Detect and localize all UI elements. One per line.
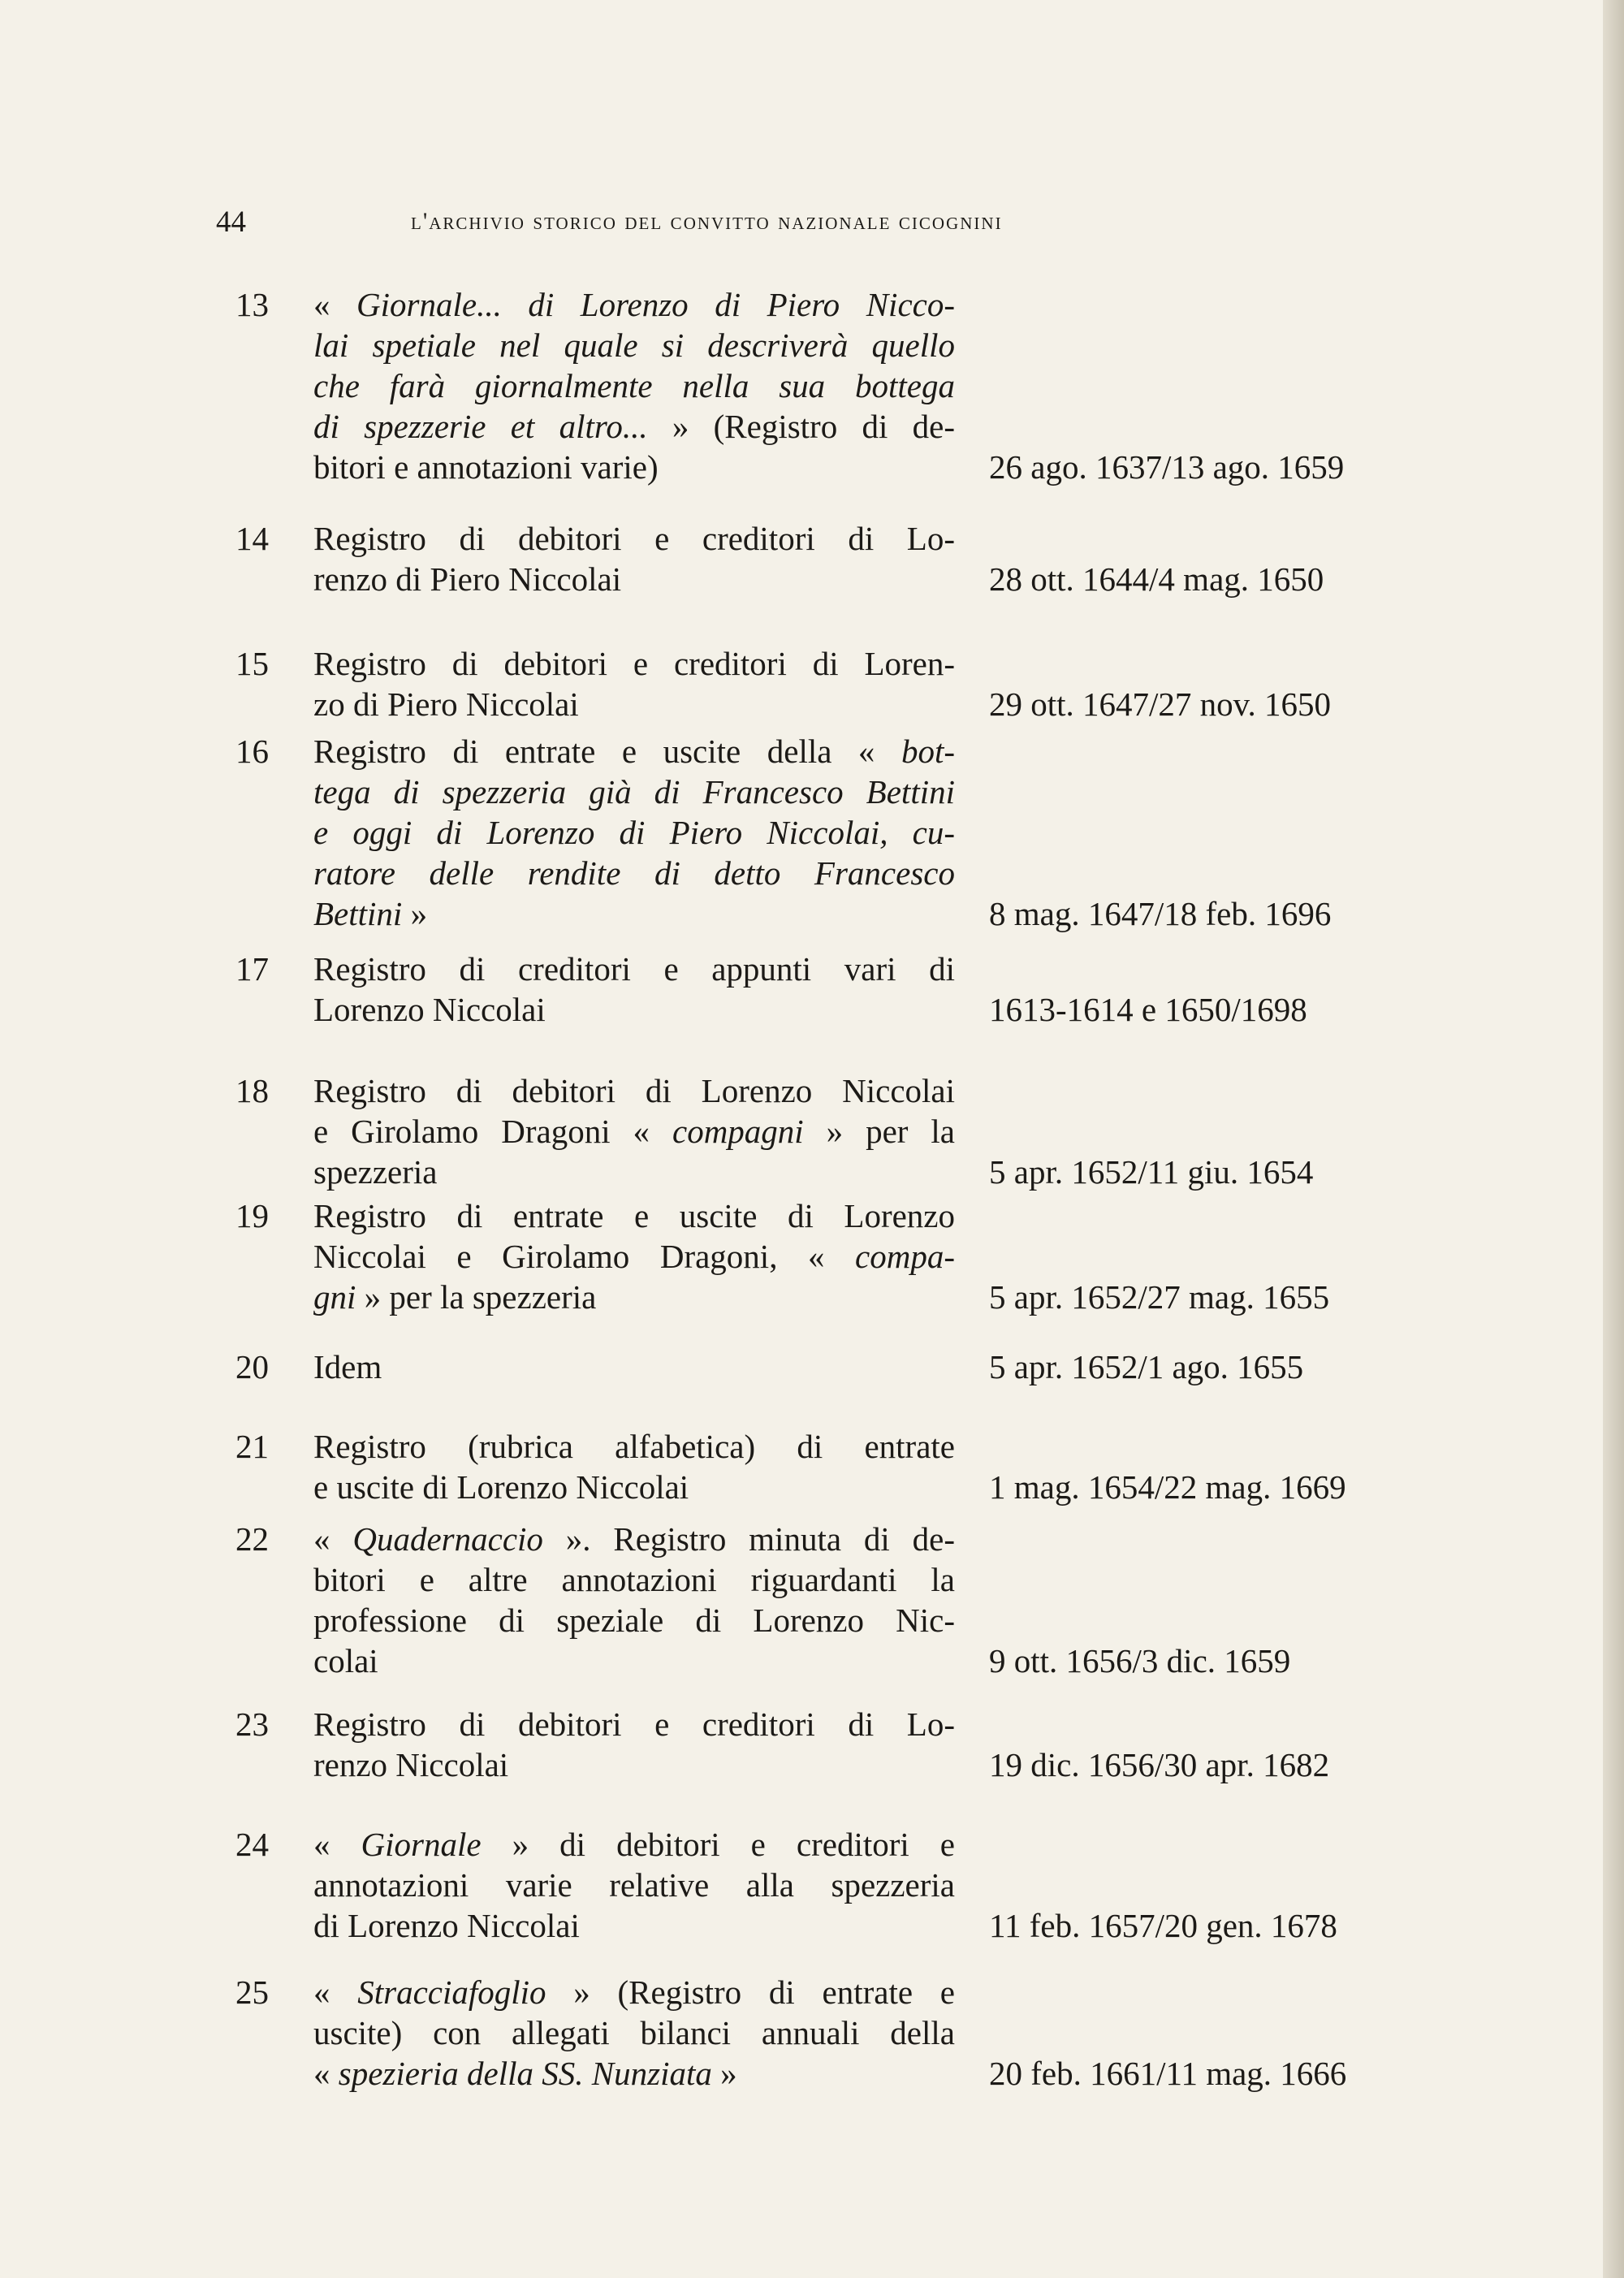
text: » di debitori e creditori e	[481, 1826, 956, 1863]
entry-description	[313, 949, 955, 1030]
italic-text: gni	[313, 1278, 356, 1316]
text: spezzeria	[313, 1153, 438, 1191]
text: annotazioni varie relative alla spezzeria	[313, 1866, 955, 1904]
entry-description-line	[313, 1195, 955, 1236]
entry-description-line	[313, 1865, 955, 1905]
entry-number: 13	[235, 286, 269, 323]
entry-description	[313, 1195, 955, 1317]
entry-description-line	[313, 1467, 955, 1507]
entry-description-line	[313, 949, 955, 989]
entry-date-range: 20 feb. 1661/11 mag. 1666	[989, 2055, 1347, 2092]
text: zo di Piero Niccolai	[313, 685, 579, 723]
text: di Lorenzo Niccolai	[313, 1907, 580, 1944]
page-header	[0, 205, 1624, 245]
entry-number: 14	[235, 520, 269, 557]
entry-date-range: 5 apr. 1652/27 mag. 1655	[989, 1278, 1330, 1316]
italic-text: Bettini	[313, 895, 403, 932]
entry-description	[313, 643, 955, 724]
running-title: l'archivio storico del convitto nazionale cicognini	[411, 208, 1003, 235]
text: » per la	[803, 1113, 955, 1150]
text: «	[313, 1520, 353, 1558]
entry-description	[313, 1426, 955, 1507]
italic-text: Stracciafoglio	[357, 1973, 546, 2011]
entry-description-line	[313, 2012, 955, 2053]
text: «	[313, 1973, 358, 2011]
text: »	[402, 895, 428, 932]
text: bitori e altre annotazioni riguardanti la	[313, 1561, 955, 1598]
italic-text: Quadernaccio	[352, 1520, 543, 1558]
text: renzo di Piero Niccolai	[313, 560, 622, 598]
entry-description-line	[313, 1600, 955, 1640]
entry-date-range: 11 feb. 1657/20 gen. 1678	[989, 1907, 1337, 1944]
entry-date-range: 8 mag. 1647/18 feb. 1696	[989, 895, 1332, 932]
entry-number: 20	[235, 1348, 269, 1385]
page-edge	[1603, 0, 1624, 2278]
text: «	[313, 2055, 339, 2092]
entry-description-line	[313, 365, 955, 406]
entry-description-line	[313, 1426, 955, 1467]
page-number: 44	[216, 205, 246, 239]
text: e uscite di Lorenzo Niccolai	[313, 1468, 689, 1506]
italic-text: Giornale	[361, 1826, 482, 1863]
entry-description-line	[313, 1704, 955, 1744]
entry-date-range: 28 ott. 1644/4 mag. 1650	[989, 560, 1324, 598]
text: ». Registro minuta di de-	[542, 1520, 955, 1558]
entry-description-line	[313, 1824, 955, 1865]
entry-description-line	[313, 1559, 955, 1600]
text: e Girolamo Dragoni «	[313, 1113, 672, 1150]
entry-description-line	[313, 447, 955, 487]
text: Registro di debitori di Lorenzo Niccolai	[313, 1072, 955, 1109]
text: Registro di creditori e appunti vari di	[313, 950, 955, 988]
text: Registro di entrate e uscite di Lorenzo	[313, 1197, 955, 1234]
entry-description-line	[313, 772, 955, 812]
entry-number: 19	[235, 1197, 269, 1234]
entry-description-line	[313, 1070, 955, 1111]
entry-description-line	[313, 518, 955, 559]
entry-description-line	[313, 1277, 955, 1317]
entry-number: 18	[235, 1072, 269, 1109]
text: «	[313, 286, 357, 323]
entry-description-line	[313, 853, 955, 893]
entry-description-line	[313, 1972, 955, 2012]
entry-number: 25	[235, 1973, 269, 2011]
entry-description	[313, 1070, 955, 1192]
entry-description-line	[313, 1346, 955, 1387]
entry-description-line	[313, 1152, 955, 1192]
text: » per la spezzeria	[356, 1278, 597, 1316]
entry-description-line	[313, 1519, 955, 1559]
text: Idem	[313, 1348, 382, 1385]
entry-description-line	[313, 2053, 955, 2094]
text: colai	[313, 1642, 378, 1679]
italic-text: che farà giornalmente nella sua bottega	[313, 367, 955, 404]
entry-description-line	[313, 812, 955, 853]
entry-description-line	[313, 643, 955, 684]
entry-number: 22	[235, 1520, 269, 1558]
text: Registro di debitori e creditori di Lo-	[313, 520, 955, 557]
entry-description	[313, 1824, 955, 1946]
entry-description-line	[313, 1236, 955, 1277]
text: uscite) con allegati bilanci annuali della	[313, 2014, 955, 2051]
entry-description-line	[313, 989, 955, 1030]
entry-description-line	[313, 684, 955, 724]
text: Registro di debitori e creditori di Lo-	[313, 1705, 955, 1743]
italic-text: lai spetiale nel quale si descriverà quello	[313, 326, 955, 364]
text: » (Registro di entrate e	[546, 1973, 955, 2011]
entry-description	[313, 731, 955, 934]
italic-text: spezieria della SS. Nunziata	[338, 2055, 712, 2092]
entry-description-line	[313, 284, 955, 325]
entry-description-line	[313, 893, 955, 934]
entry-description	[313, 1346, 955, 1387]
entry-date-range: 1613-1614 e 1650/1698	[989, 991, 1307, 1028]
entry-number: 16	[235, 733, 269, 770]
entry-description-line	[313, 325, 955, 365]
entry-description-line	[313, 1111, 955, 1152]
italic-text: Giornale... di Lorenzo di Piero Nicco-	[356, 286, 955, 323]
entry-number: 21	[235, 1428, 269, 1465]
text: professione di speziale di Lorenzo Nic-	[313, 1602, 955, 1639]
entry-date-range: 1 mag. 1654/22 mag. 1669	[989, 1468, 1346, 1506]
entry-description	[313, 284, 955, 487]
entry-date-range: 9 ott. 1656/3 dic. 1659	[989, 1642, 1291, 1679]
text: Lorenzo Niccolai	[313, 991, 546, 1028]
italic-text: di spezzerie et altro...	[313, 408, 648, 445]
entry-description	[313, 518, 955, 599]
entry-description-line	[313, 406, 955, 447]
entry-description	[313, 1704, 955, 1785]
entry-date-range: 29 ott. 1647/27 nov. 1650	[989, 685, 1332, 723]
italic-text: tega di spezzeria già di Francesco Bettini	[313, 773, 955, 810]
entry-description-line	[313, 1744, 955, 1785]
entry-description-line	[313, 1640, 955, 1681]
entry-description-line	[313, 731, 955, 772]
text: «	[313, 1826, 361, 1863]
entry-date-range: 26 ago. 1637/13 ago. 1659	[989, 448, 1345, 486]
entry-date-range: 19 dic. 1656/30 apr. 1682	[989, 1746, 1330, 1783]
text: » (Registro di de-	[647, 408, 955, 445]
entry-number: 15	[235, 645, 269, 682]
italic-text: ratore delle rendite di detto Francesco	[313, 854, 955, 892]
entry-description	[313, 1519, 955, 1681]
entry-number: 24	[235, 1826, 269, 1863]
italic-text: compa-	[855, 1238, 955, 1275]
entry-description	[313, 1972, 955, 2094]
italic-text: e oggi di Lorenzo di Piero Niccolai, cu-	[313, 814, 955, 851]
text: bitori e annotazioni varie)	[313, 448, 659, 486]
text: Registro di entrate e uscite della «	[313, 733, 901, 770]
text: Niccolai e Girolamo Dragoni, «	[313, 1238, 856, 1275]
entry-number: 23	[235, 1705, 269, 1743]
entry-description-line	[313, 1905, 955, 1946]
entry-description-line	[313, 559, 955, 599]
text: renzo Niccolai	[313, 1746, 509, 1783]
entry-number: 17	[235, 950, 269, 988]
text: Registro (rubrica alfabetica) di entrate	[313, 1428, 955, 1465]
entry-date-range: 5 apr. 1652/1 ago. 1655	[989, 1348, 1304, 1385]
italic-text: compagni	[672, 1113, 804, 1150]
text: »	[711, 2055, 737, 2092]
italic-text: bot-	[901, 733, 955, 770]
text: Registro di debitori e creditori di Loren-	[313, 645, 955, 682]
entry-date-range: 5 apr. 1652/11 giu. 1654	[989, 1153, 1314, 1191]
